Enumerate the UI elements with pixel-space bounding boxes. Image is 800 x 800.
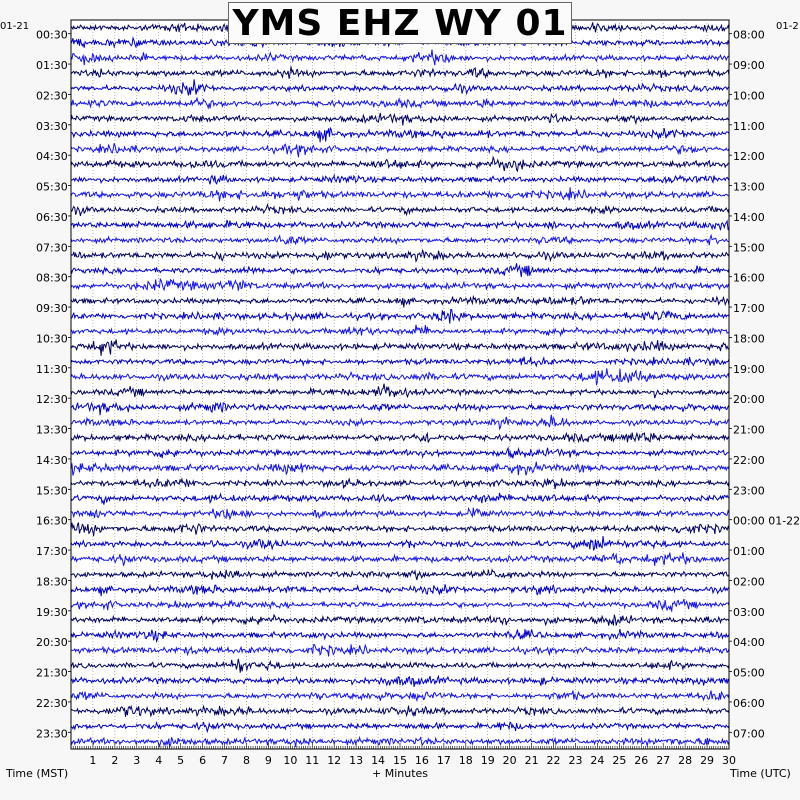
- right-tick-label: 09:00: [733, 59, 765, 73]
- x-tick-label: 22: [546, 754, 561, 767]
- x-tick-label: 14: [371, 754, 386, 767]
- left-start-date: 01-21: [0, 21, 30, 32]
- right-tick-label: 18:00: [733, 332, 765, 346]
- x-tick-label: 7: [221, 754, 229, 767]
- left-tick-label: 20:30: [36, 636, 68, 650]
- x-tick-label: 8: [242, 754, 250, 767]
- right-tick-label: 17:00: [733, 302, 765, 316]
- plot-area: [71, 20, 729, 749]
- x-axis-label: + Minutes: [372, 767, 429, 780]
- x-tick-label: 25: [612, 754, 627, 767]
- right-tick-label: 16:00: [733, 271, 765, 285]
- right-tick-label: 14:00: [733, 210, 765, 224]
- left-tick-label: 02:30: [36, 89, 68, 103]
- x-tick-label: 23: [568, 754, 583, 767]
- x-tick-label: 13: [349, 754, 364, 767]
- right-tick-label: 08:00: [733, 28, 765, 42]
- x-tick-label: 24: [590, 754, 605, 767]
- left-tick-label: 07:30: [36, 241, 68, 255]
- right-tick-label: 11:00: [733, 119, 765, 133]
- x-tick-label: 30: [722, 754, 736, 767]
- right-tick-label: 04:00: [733, 636, 765, 650]
- left-tick-label: 01:30: [36, 59, 68, 73]
- left-tick-label: 09:30: [36, 302, 68, 316]
- left-tick-label: 13:30: [36, 423, 68, 437]
- right-tick-label: 01:00: [733, 545, 765, 559]
- left-tick-label: 21:30: [36, 666, 68, 680]
- right-tick-label: 05:00: [733, 666, 765, 680]
- x-tick-label: 15: [393, 754, 407, 767]
- x-tick-label: 28: [678, 754, 693, 767]
- left-tick-label: 10:30: [36, 332, 68, 346]
- left-tick-label: 08:30: [36, 271, 68, 285]
- left-tick-label: 04:30: [36, 150, 68, 164]
- right-tick-label: 20:00: [733, 393, 765, 407]
- left-tick-label: 00:30: [36, 28, 68, 42]
- right-tick-label: 06:00: [733, 696, 765, 710]
- x-tick-label: 26: [634, 754, 649, 767]
- chart-title: YMS EHZ WY 01: [232, 2, 568, 44]
- x-tick-label: 1: [89, 754, 97, 767]
- right-tick-label: 10:00: [733, 89, 765, 103]
- right-tick-label: 19:00: [733, 362, 765, 376]
- left-axis-ticks: [36, 29, 71, 741]
- x-tick-label: 29: [700, 754, 715, 767]
- left-tick-label: 19:30: [36, 605, 68, 619]
- x-tick-label: 11: [305, 754, 320, 767]
- left-tick-label: 18:30: [36, 575, 68, 589]
- x-tick-label: 6: [199, 754, 207, 767]
- right-tick-label: 02:00: [733, 575, 765, 589]
- x-tick-label: 18: [458, 754, 473, 767]
- x-tick-label: 19: [480, 754, 495, 767]
- right-tick-label: 07:00: [733, 727, 765, 741]
- right-tick-label: 22:00: [733, 453, 765, 467]
- x-tick-label: 5: [177, 754, 185, 767]
- right-tick-label: 03:00: [733, 605, 765, 619]
- right-tick-label: 12:00: [733, 150, 765, 164]
- left-tick-label: 16:30: [36, 514, 68, 528]
- left-tick-label: 11:30: [36, 362, 68, 376]
- left-axis-label: Time (MST): [6, 767, 69, 780]
- title-box: [228, 2, 572, 44]
- x-tick-label: 4: [155, 754, 163, 767]
- x-tick-label: 3: [133, 754, 141, 767]
- left-tick-label: 17:30: [36, 545, 68, 559]
- left-tick-label: 14:30: [36, 453, 68, 467]
- right-axis-ticks: [729, 29, 800, 741]
- x-tick-label: 2: [111, 754, 119, 767]
- x-tick-label: 17: [436, 754, 451, 767]
- right-tick-label: 13:00: [733, 180, 765, 194]
- x-tick-label: 27: [656, 754, 671, 767]
- x-tick-label: 16: [414, 754, 429, 767]
- left-tick-label: 23:30: [36, 727, 68, 741]
- x-tick-label: 21: [524, 754, 539, 767]
- x-tick-label: 12: [327, 754, 342, 767]
- left-tick-label: 05:30: [36, 180, 68, 194]
- right-tick-label: 00:00 01-22: [733, 514, 800, 528]
- right-tick-label: 23:00: [733, 484, 765, 498]
- right-start-date: 01-2: [776, 21, 799, 32]
- x-tick-label: 20: [502, 754, 517, 767]
- left-tick-label: 15:30: [36, 484, 68, 498]
- right-tick-label: 15:00: [733, 241, 765, 255]
- right-axis-label: Time (UTC): [730, 767, 791, 780]
- left-tick-label: 03:30: [36, 119, 68, 133]
- left-tick-label: 22:30: [36, 696, 68, 710]
- left-tick-label: 12:30: [36, 393, 68, 407]
- right-tick-label: 21:00: [733, 423, 765, 437]
- x-tick-label: 10: [283, 754, 298, 767]
- x-tick-label: 9: [264, 754, 272, 767]
- left-tick-label: 06:30: [36, 210, 68, 224]
